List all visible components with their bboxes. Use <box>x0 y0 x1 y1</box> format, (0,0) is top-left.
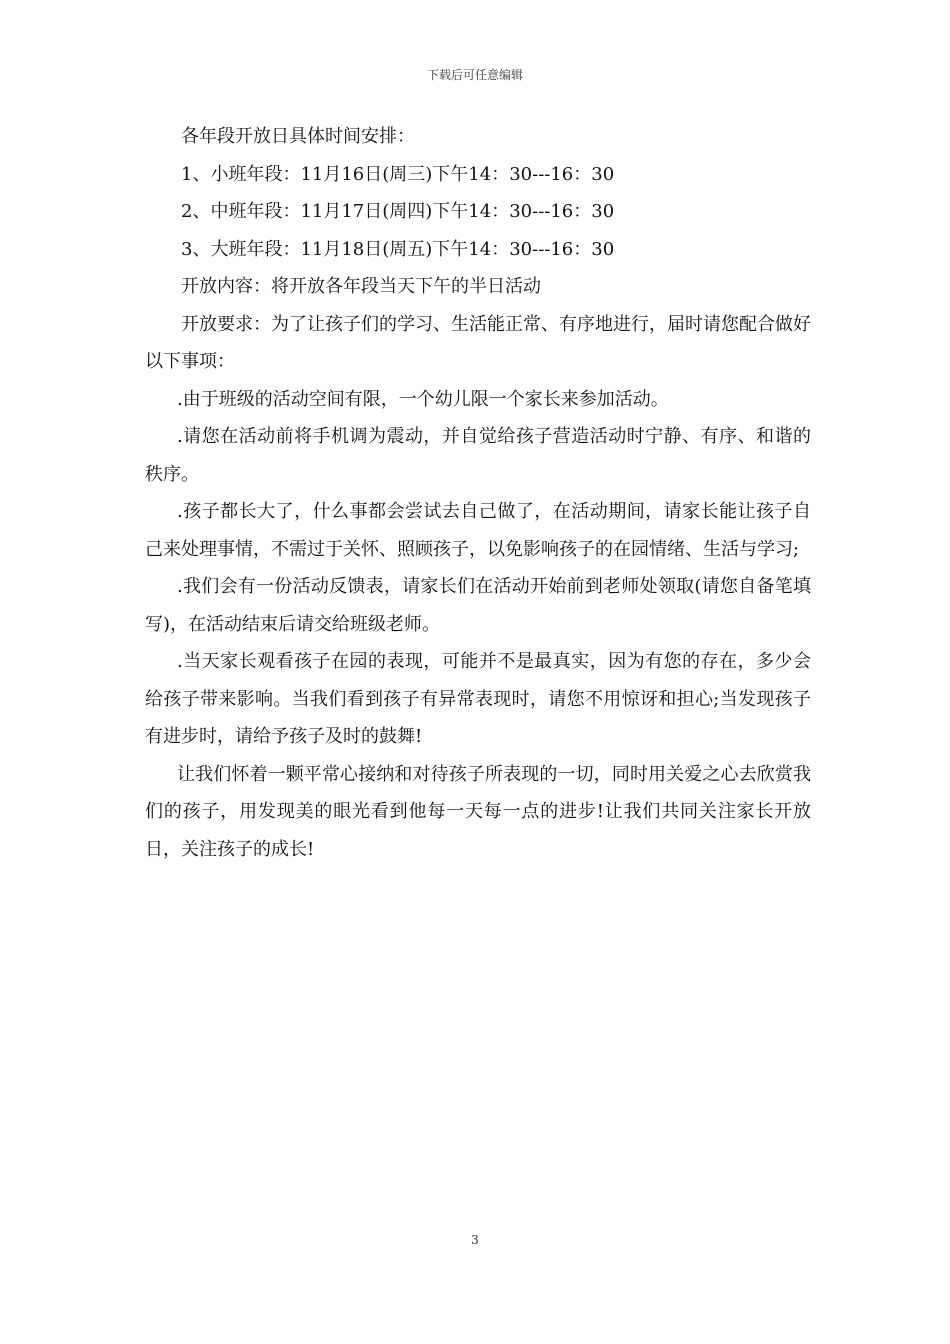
requirement-item-independence: .孩子都长大了，什么事都会尝试去自己做了，在活动期间，请家长能让孩子自己来处理事情，不需过于关怀、照顾孩子，以免影响孩子的在园情绪、生活与学习; <box>145 501 811 560</box>
requirement-item-feedback-form: .我们会有一份活动反馈表，请家长们在活动开始前到老师处领取(请您自备笔填写)，在活动结束后请交给班级老师。 <box>145 576 811 635</box>
open-content-line: 开放内容：将开放各年段当天下午的半日活动 <box>181 276 541 297</box>
schedule-item-small-class: 1、小班年段：11月16日(周三)下午14：30---16：30 <box>181 163 615 185</box>
requirement-item-space: .由于班级的活动空间有限，一个幼儿限一个家长来参加活动。 <box>177 388 669 410</box>
page-header-note: 下载后可任意编辑 <box>426 68 523 82</box>
requirement-item-phone: .请您在活动前将手机调为震动，并自觉给孩子营造活动时宁静、有序、和谐的秩序。 <box>145 426 811 485</box>
schedule-title: 各年段开放日具体时间安排： <box>181 126 415 147</box>
schedule-item-large-class: 3、大班年段：11月18日(周五)下午14：30---16：30 <box>181 238 615 260</box>
schedule-item-middle-class: 2、中班年段：11月17日(周四)下午14：30---16：30 <box>181 201 615 222</box>
document-body <box>145 118 811 868</box>
closing-paragraph: 让我们怀着一颗平常心接纳和对待孩子所表现的一切，同时用关爱之心去欣赏我们的孩子，用发现美的眼光看到他每一天每一点的进步!让我们共同关注家长开放日，关注孩子的成长! <box>145 763 811 860</box>
page-number: 3 <box>471 1233 479 1247</box>
requirement-item-observation: .当天家长观看孩子在园的表现，可能并不是最真实，因为有您的存在，多少会给孩子带来影响。当我们看到孩子有异常表现时，请您不用惊讶和担心;当发现孩子有进步时，请给予孩子及时的鼓舞! <box>145 651 811 747</box>
requirements-intro: 开放要求：为了让孩子们的学习、生活能正常、有序地进行，届时请您配合做好以下事项： <box>145 313 811 372</box>
